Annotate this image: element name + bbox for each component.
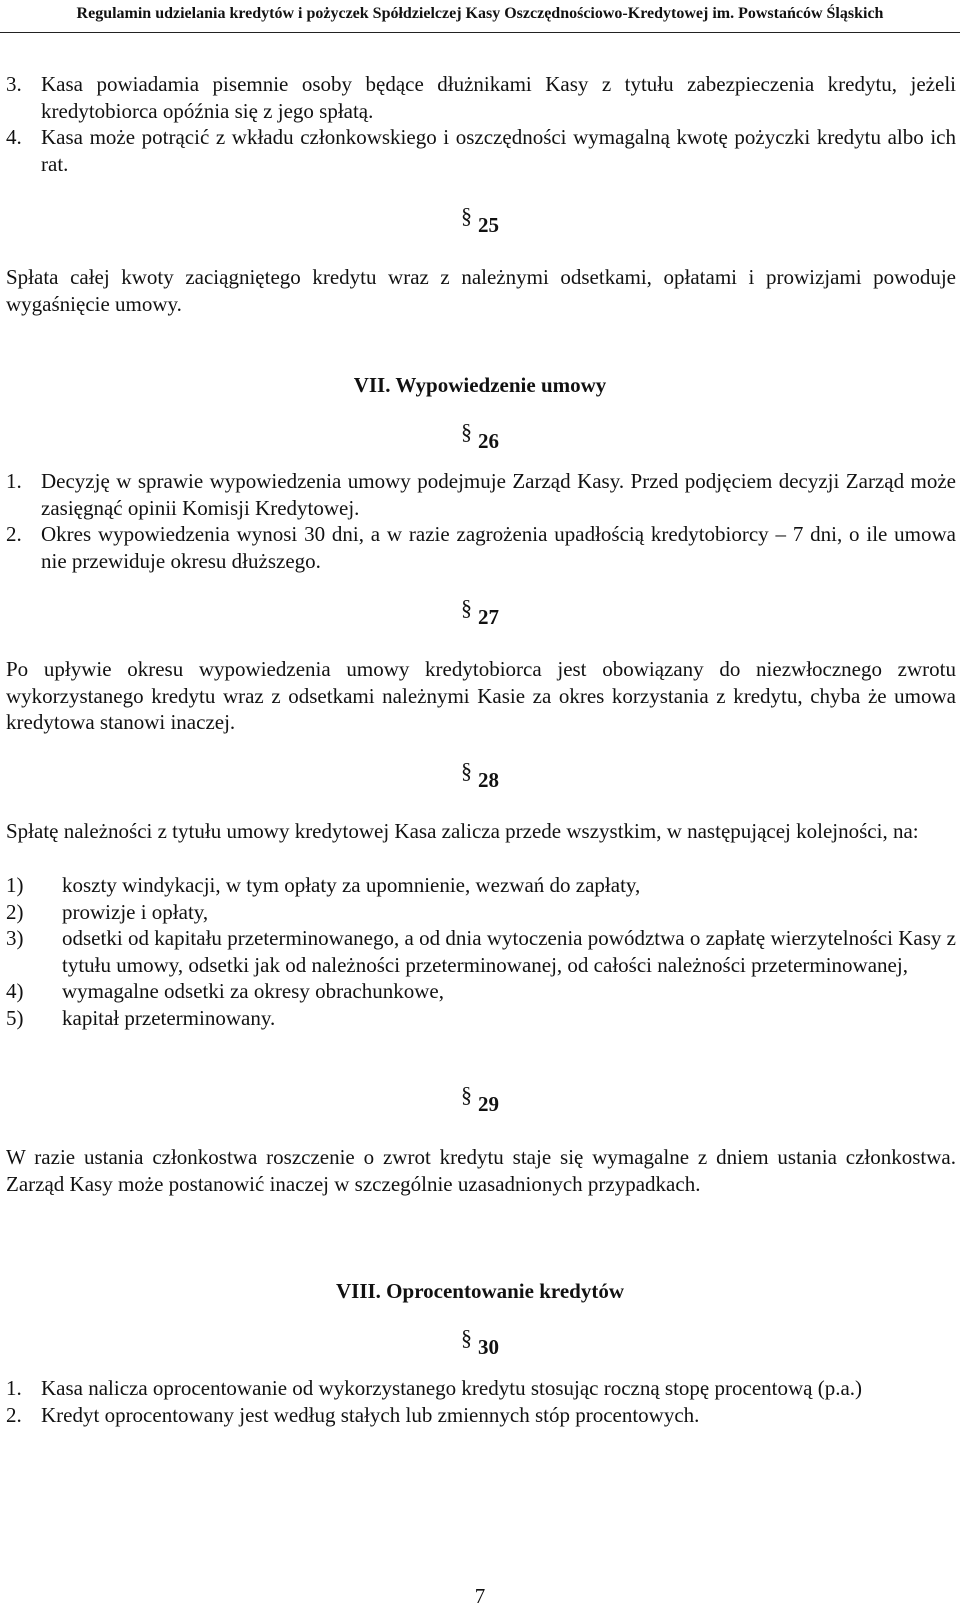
section-heading-28 — [0, 758, 960, 794]
list-item-number: 1) — [6, 873, 24, 897]
list-item-text: Okres wypowiedzenia wynosi 30 dni, a w razie zagrożenia upadłością kredytobiorcy – 7 dni, o ile umowa nie przewiduje okresu dłuższego. — [41, 522, 956, 573]
section-heading-25 — [0, 203, 960, 239]
section-28-intro: Spłatę należności z tytułu umowy kredytowej Kasa zalicza przede wszystkim, w następującej kolejności, na: — [6, 819, 919, 843]
section-26-list — [6, 468, 956, 574]
section-heading-27 — [0, 595, 960, 631]
section-heading-30 — [0, 1325, 960, 1361]
list-item-number: 3) — [6, 926, 24, 950]
list-item-text: kapitał przeterminowany. — [62, 1005, 276, 1030]
list-item — [6, 899, 956, 926]
section-heading-26 — [0, 419, 960, 455]
list-item — [6, 71, 956, 124]
section-number: 29 — [478, 1092, 499, 1116]
page-number: 7 — [474, 1584, 486, 1608]
list-item — [6, 468, 956, 521]
list-item-number: 5) — [6, 1005, 24, 1030]
list-item-number: 2. — [6, 1402, 22, 1427]
list-item-text: odsetki od kapitału przeterminowanego, a od dnia wytoczenia powództwa o zapłatę wierzytelności Kasy z tytułu umowy, odsetki jak od należności przeterminowanej, od całości należności przeterminowanej, — [62, 926, 956, 977]
list-item — [6, 521, 956, 574]
running-header-title: Regulamin udzielania kredytów i pożyczek Spółdzielczej Kasy Oszczędnościowo-Kredytowej im. Powstańców Śląskich — [76, 5, 884, 22]
list-item-number: 3. — [6, 72, 22, 96]
section-29-text: W razie ustania członkostwa roszczenie o zwrot kredytu staje się wymagalne z dniem ustania członkostwa. Zarząd Kasy może postanowić inaczej w szczególnie uzasadnionych przypadkach. — [6, 1145, 956, 1196]
list-item — [6, 978, 956, 1005]
list-item-number: 4. — [6, 125, 22, 149]
section-symbol: § — [461, 203, 472, 228]
list-item-number: 2. — [6, 522, 22, 546]
section-symbol: § — [461, 1082, 472, 1107]
list-item-text: Kredyt oprocentowany jest według stałych lub zmiennych stóp procentowych. — [41, 1402, 700, 1427]
chapter-heading-8: VIII. Oprocentowanie kredytów — [336, 1279, 624, 1303]
running-header — [0, 0, 960, 33]
section-30-list — [6, 1375, 956, 1428]
list-item-number: 1. — [6, 1376, 22, 1400]
intro-list — [6, 71, 956, 177]
chapter-heading-7: VII. Wypowiedzenie umowy — [353, 373, 607, 397]
list-item — [6, 1375, 956, 1402]
list-item-text: wymagalne odsetki za okresy obrachunkowe, — [62, 979, 444, 1003]
list-item — [6, 1005, 956, 1032]
list-item-number: 1. — [6, 469, 22, 493]
section-number: 27 — [478, 605, 499, 629]
list-item-text: Kasa nalicza oprocentowanie od wykorzystanego kredytu stosując roczną stopę procentową (p.a.) — [41, 1376, 863, 1400]
section-27-text: Po upływie okresu wypowiedzenia umowy kredytobiorca jest obowiązany do niezwłocznego zwrotu wykorzystanego kredytu wraz z odsetkami należnymi Kasie za okres korzystania z kredytu, chyba że umowa kredytowa stanowi inaczej. — [6, 657, 956, 734]
list-item-text: Kasa może potrącić z wkładu członkowskiego i oszczędności wymagalną kwotę pożyczki kredytu albo ich rat. — [41, 125, 956, 176]
list-item-text: koszty windykacji, w tym opłaty za upomnienie, wezwań do zapłaty, — [62, 873, 641, 897]
list-item-number: 2) — [6, 899, 24, 924]
list-item-text: prowizje i opłaty, — [62, 899, 209, 924]
section-25-text: Spłata całej kwoty zaciągniętego kredytu wraz z należnymi odsetkami, opłatami i prowizjami powoduje wygaśnięcie umowy. — [6, 265, 956, 316]
list-item-text: Kasa powiadamia pisemnie osoby będące dłużnikami Kasy z tytułu zabezpieczenia kredytu, jeżeli kredytobiorca opóźnia się z jego spłatą. — [41, 72, 956, 123]
list-item — [6, 872, 956, 899]
section-symbol: § — [461, 1325, 472, 1350]
list-item-number: 4) — [6, 979, 24, 1003]
list-item — [6, 124, 956, 177]
section-number: 26 — [478, 429, 499, 453]
list-item-text: Decyzję w sprawie wypowiedzenia umowy podejmuje Zarząd Kasy. Przed podjęciem decyzji Zarząd może zasięgnąć opinii Komisji Kredytowej. — [41, 469, 956, 520]
section-number: 30 — [478, 1335, 499, 1359]
section-number: 28 — [478, 768, 499, 792]
list-item — [6, 925, 956, 978]
section-28-list — [6, 872, 956, 1031]
section-number: 25 — [478, 213, 499, 237]
list-item — [6, 1402, 956, 1429]
section-symbol: § — [461, 595, 472, 620]
section-symbol: § — [461, 419, 472, 444]
section-heading-29 — [0, 1082, 960, 1118]
section-symbol: § — [461, 758, 472, 783]
